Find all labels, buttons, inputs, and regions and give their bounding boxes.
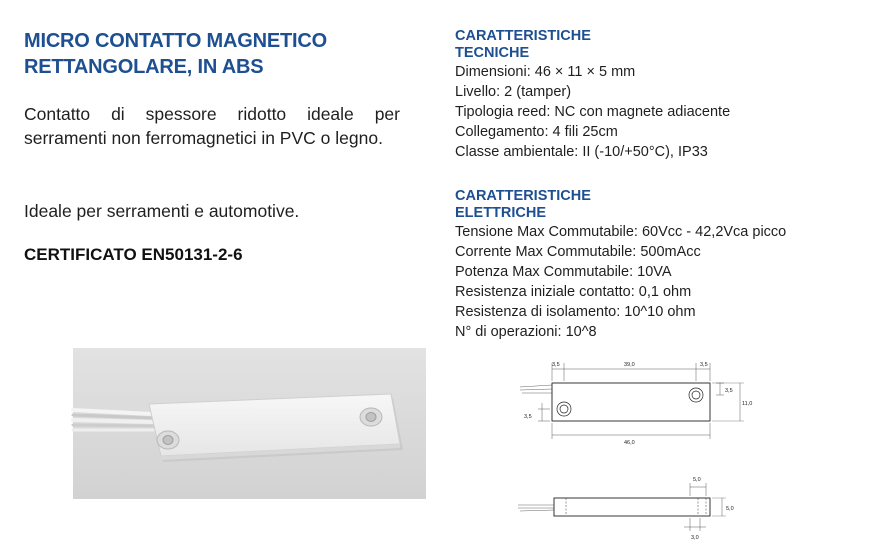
spec-connection: Collegamento: 4 fili 25cm [455, 124, 618, 140]
product-photo [73, 348, 426, 499]
dim-left-margin: 3,5 [552, 362, 560, 368]
spec-level: Livello: 2 (tamper) [455, 84, 572, 100]
mounting-hole-right [360, 408, 382, 426]
dim-right-margin: 3,5 [700, 362, 708, 368]
product-usage: Ideale per serramenti e automotive. [24, 201, 300, 221]
electrical-heading-line-1: CARATTERISTICHE [455, 188, 591, 204]
spec-insulation-resistance: Resistenza di isolamento: 10^10 ohm [455, 304, 696, 320]
sensor-body [149, 394, 403, 462]
mounting-hole-left [157, 431, 179, 449]
technical-drawing [510, 355, 753, 545]
technical-specs [455, 28, 855, 162]
dim-height: 11,0 [742, 401, 753, 407]
dim-side-top-width: 5,0 [693, 477, 701, 483]
dim-total-length: 46,0 [624, 440, 635, 446]
certification-label: CERTIFICATO EN50131-2-6 [24, 245, 243, 264]
spec-reed-type: Tipologia reed: NC con magnete adiacente [455, 104, 731, 120]
technical-heading-line-2: TECNICHE [455, 45, 530, 61]
dim-hole-offset-left: 3,5 [524, 414, 532, 420]
dim-hole-spacing: 39,0 [624, 362, 635, 368]
spec-operations: N° di operazioni: 10^8 [455, 324, 597, 340]
spec-initial-resistance: Resistenza iniziale contatto: 0,1 ohm [455, 284, 692, 300]
spec-environmental-class: Classe ambientale: II (-10/+50°C), IP33 [455, 144, 708, 160]
spec-max-power: Potenza Max Commutabile: 10VA [455, 264, 672, 280]
dim-hole-offset-right: 3,5 [725, 388, 733, 394]
product-title-line-2: RETTANGOLARE, IN ABS [24, 56, 264, 78]
spec-max-voltage: Tensione Max Commutabile: 60Vcc - 42,2Vca picco [455, 224, 787, 240]
dim-side-height: 5,0 [726, 506, 734, 512]
drawing-top-view [520, 362, 752, 446]
spec-max-current: Corrente Max Commutabile: 500mAcc [455, 244, 701, 260]
spec-dimensions: Dimensioni: 46 × 11 × 5 mm [455, 64, 636, 80]
technical-heading-line-1: CARATTERISTICHE [455, 28, 591, 44]
product-title-line-1: MICRO CONTATTO MAGNETICO [24, 30, 327, 52]
product-description: Contatto di spessore ridotto ideale per serramenti non ferromagnetici in PVC o legno. [24, 104, 400, 148]
product-title [24, 28, 404, 80]
dim-side-bottom-width: 3,0 [691, 535, 699, 541]
electrical-heading-line-2: ELETTRICHE [455, 205, 547, 221]
drawing-side-view [518, 477, 734, 541]
electrical-specs [455, 188, 855, 340]
